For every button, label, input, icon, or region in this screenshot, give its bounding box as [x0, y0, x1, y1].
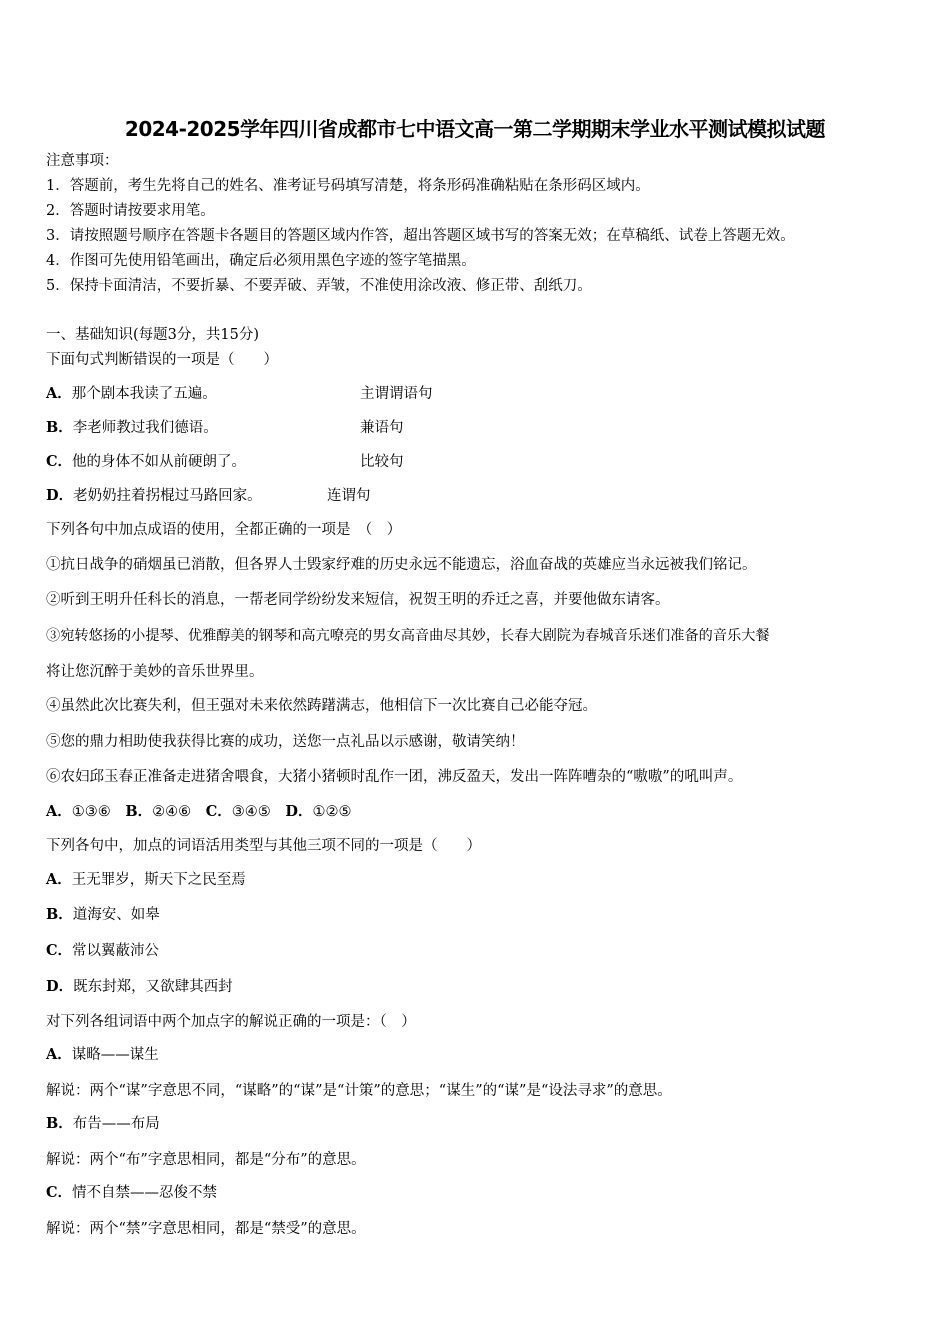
option-row — [46, 1183, 217, 1203]
option-label: B． — [46, 1115, 73, 1132]
option-row — [46, 941, 159, 961]
choice-text: ③④⑤ — [231, 804, 271, 820]
option-explanation: 解说：两个“谋”字意思不同，“谋略”的“谋”是“计策”的意思；“谋生”的“谋”是“设法寻求”的意思。 — [46, 1083, 672, 1099]
question-sentence: ③宛转悠扬的小提琴、优雅醇美的钢琴和高亢嘹亮的男女高音曲尽其妙，长春大剧院为春城音乐迷们准备的音乐大餐 — [46, 628, 770, 644]
option-row — [46, 905, 160, 925]
notice-item: 3．请按照题号顺序在答题卡各题目的答题区域内作答，超出答题区域书写的答案无效；在草稿纸、试卷上答题无效。 — [46, 228, 795, 244]
choice-label: C． — [205, 803, 232, 820]
option-text: 既东封郑，又欲肆其西封 — [73, 979, 233, 995]
option-text: 那个剧本我读了五遍。 — [71, 386, 217, 402]
option-label: B． — [46, 906, 73, 923]
question-sentence: ①抗日战争的硝烟虽已消散，但各界人士毁家纾难的历史永远不能遗忘，浴血奋战的英雄应当永远被我们铭记。 — [46, 557, 757, 573]
option-row — [46, 977, 233, 997]
question-sentence: ④虽然此次比赛失利，但王强对未来依然踌躇满志，他相信下一次比赛自己必能夺冠。 — [46, 698, 597, 714]
option-row — [46, 1045, 159, 1065]
notice-item: 5．保持卡面清洁，不要折暴、不要弄破、弄皱，不准使用涂改液、修正带、刮纸刀。 — [46, 278, 592, 294]
option-label: D． — [46, 487, 74, 504]
option-text: 老奶奶拄着拐棍过马路回家。 — [73, 488, 262, 504]
choice-text: ①③⑥ — [71, 804, 111, 820]
sentence-type: 主谓谓语句 — [360, 386, 433, 402]
option-explanation: 解说：两个“禁”字意思相同，都是“禁受”的意思。 — [46, 1221, 366, 1237]
option-row — [46, 418, 218, 438]
question-sentence: ⑤您的鼎力相助使我获得比赛的成功，送您一点礼品以示感谢，敬请笑纳！ — [46, 734, 525, 750]
option-label: A． — [46, 1046, 72, 1063]
option-text: 情不自禁——忍俊不禁 — [72, 1185, 218, 1201]
choice-text: ②④⑥ — [152, 804, 192, 820]
option-label: C． — [46, 942, 73, 959]
notice-heading: 注意事项： — [46, 153, 119, 169]
option-row — [46, 486, 262, 506]
question-sentence: 将让您沉醉于美妙的音乐世界里。 — [46, 664, 264, 680]
notice-item: 2．答题时请按要求用笔。 — [46, 203, 215, 219]
option-label: A． — [46, 871, 72, 888]
choice-label: A． — [46, 803, 72, 820]
question-stem: 下列各句中，加点的词语活用类型与其他三项不同的一项是（ ） — [46, 838, 481, 854]
sentence-type: 比较句 — [360, 454, 404, 470]
option-text: 道海安、如皋 — [72, 907, 160, 923]
option-row — [46, 1114, 160, 1134]
page-title: 2024-2025学年四川省成都市七中语文高一第二学期期末学业水平测试模拟试题 — [124, 117, 826, 141]
option-text: 李老师教过我们德语。 — [72, 420, 218, 436]
option-label: A． — [46, 385, 72, 402]
option-explanation: 解说：两个“布”字意思相同，都是“分布”的意思。 — [46, 1152, 366, 1168]
option-row — [46, 870, 246, 890]
choice-row — [46, 802, 351, 822]
option-row — [46, 452, 246, 472]
sentence-type: 兼语句 — [360, 420, 404, 436]
sentence-type: 连谓句 — [327, 488, 371, 504]
choice-label: D． — [285, 803, 313, 820]
option-label: C． — [46, 1184, 73, 1201]
question-stem: 下面句式判断错误的一项是（ ） — [46, 352, 278, 368]
option-text: 王无罪岁，斯天下之民至焉 — [71, 872, 246, 888]
choice-label: B． — [125, 803, 153, 820]
section-heading: 一、基础知识(每题3分，共15分) — [46, 327, 259, 343]
option-label: B． — [46, 419, 73, 436]
option-text: 常以翼蔽沛公 — [72, 943, 160, 959]
option-label: D． — [46, 978, 74, 995]
option-text: 谋略——谋生 — [71, 1047, 159, 1063]
question-stem: 对下列各组词语中两个加点字的解说正确的一项是：（ ） — [46, 1014, 416, 1030]
question-stem: 下列各句中加点成语的使用，全都正确的一项是 （ ） — [46, 522, 402, 538]
notice-item: 1．答题前，考生先将自己的姓名、准考证号码填写清楚，将条形码准确粘贴在条形码区域内。 — [46, 178, 650, 194]
question-sentence: ⑥农妇邱玉春正准备走进猪舍喂食，大猪小猪顿时乱作一团，沸反盈天，发出一阵阵嘈杂的“嗷嗷”的吼叫声。 — [46, 769, 743, 785]
option-label: C． — [46, 453, 73, 470]
question-sentence: ②听到王明升任科长的消息，一帮老同学纷纷发来短信，祝贺王明的乔迁之喜，并要他做东请客。 — [46, 592, 670, 608]
choice-text: ①②⑤ — [312, 804, 352, 820]
option-text: 他的身体不如从前硬朗了。 — [72, 454, 247, 470]
option-row — [46, 384, 217, 404]
notice-item: 4．作图可先使用铅笔画出，确定后必须用黑色字迹的签字笔描黑。 — [46, 253, 476, 269]
option-text: 布告——布局 — [72, 1116, 160, 1132]
